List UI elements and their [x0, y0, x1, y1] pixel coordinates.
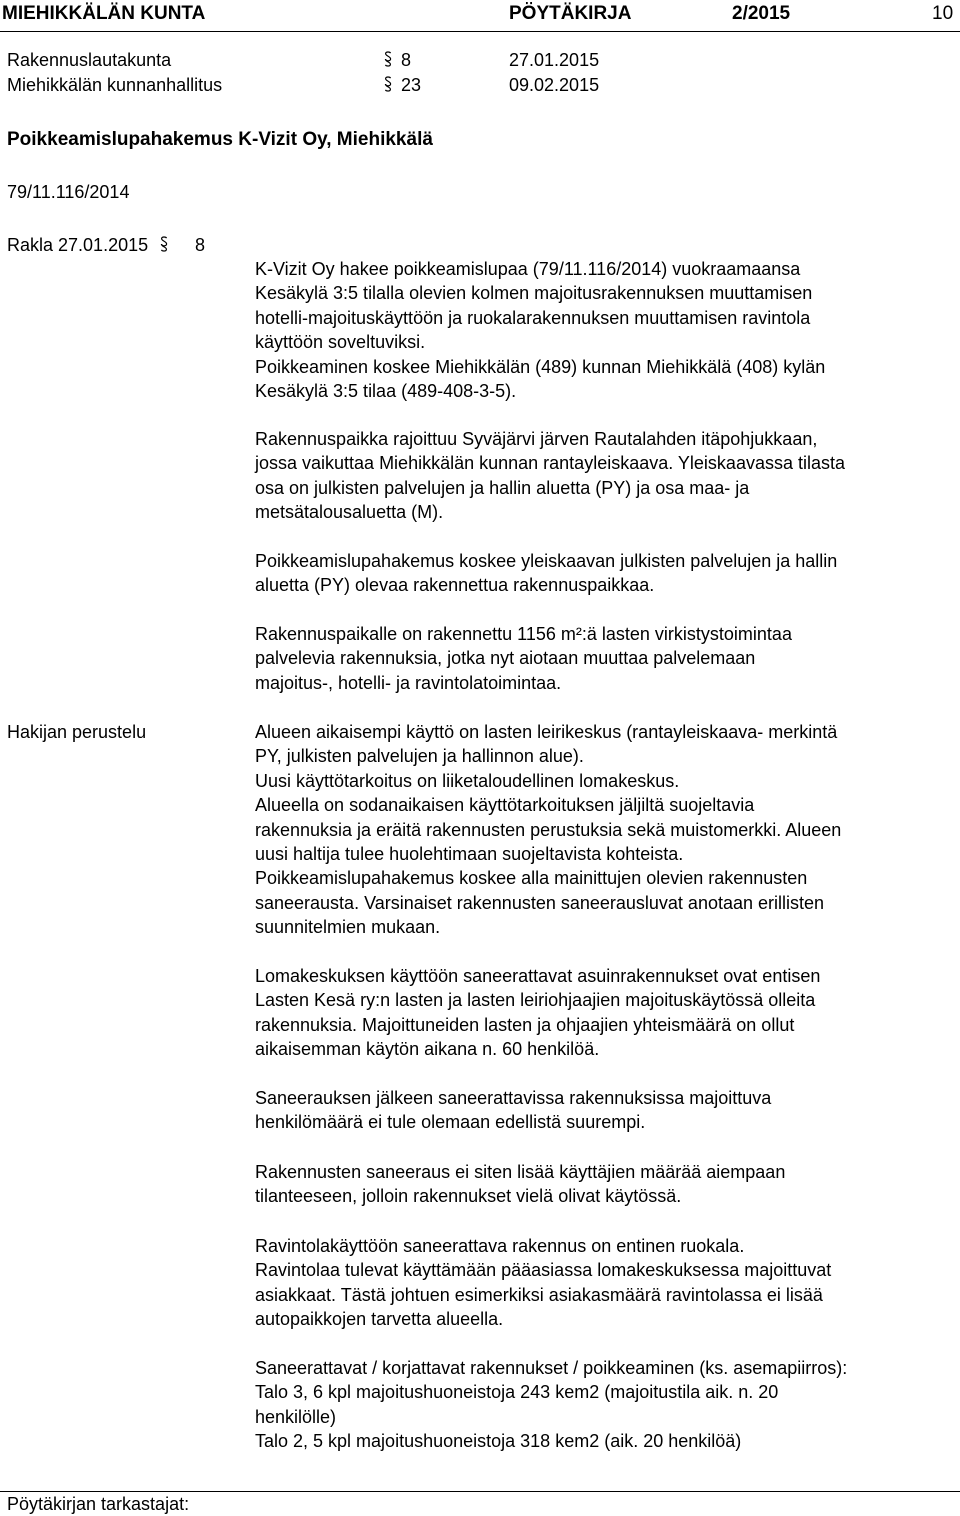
text-line: Lasten Kesä ry:n lasten ja lasten leiriohjaajien majoituskäytössä olleita — [255, 990, 816, 1011]
justification-paragraph — [255, 1160, 960, 1209]
section-sign-icon — [380, 72, 393, 96]
text-line: saneerausta. Varsinaiset rakennusten saneerausluvat anotaan erillisten — [255, 892, 825, 913]
text-line: aluetta (PY) olevaa rakennettua rakennuspaikkaa. — [255, 575, 655, 596]
description-paragraph — [255, 622, 960, 695]
text-line: Talo 3, 6 kpl majoitushuoneistoja 243 kem2 (majoitustila aik. n. 20 — [255, 1382, 779, 1403]
text-line: K-Vizit Oy hakee poikkeamislupaa (79/11.116/2014) vuokraamaansa — [255, 259, 801, 279]
description-paragraph — [255, 257, 960, 403]
header-rule — [0, 31, 960, 32]
meeting-body: Rakennuslautakunta — [7, 50, 172, 70]
text-line: Poikkeamislupahakemus koskee yleiskaavan julkisten palvelujen ja hallin — [255, 551, 838, 571]
text-line: henkilölle) — [255, 1406, 337, 1427]
text-line: Lomakeskuksen käyttöön saneerattavat asuinrakennukset ovat entisen — [255, 966, 821, 986]
text-line: rakennuksia. Majoittuneiden lasten ja ohjaajien yhteismäärä on ollut — [255, 1014, 795, 1035]
text-line: Talo 2, 5 kpl majoitushuoneistoja 318 kem2 (aik. 20 henkilöä) — [255, 1431, 742, 1452]
text-line: Poikkeamislupahakemus koskee alla mainittujen olevien rakennusten — [255, 868, 808, 889]
text-line: uusi haltija tulee huolehtimaan suojeltavista kohteista. — [255, 843, 684, 864]
text-line: autopaikkojen tarvetta alueella. — [255, 1309, 504, 1330]
text-line: PY, julkisten palvelujen ja hallinnon alue). — [255, 746, 584, 767]
justification-paragraph — [255, 720, 960, 940]
text-line: hotelli-majoituskäyttöön ja ruokalarakennuksen muuttamisen ravintola — [255, 307, 811, 328]
text-line: palvelevia rakennuksia, jotka nyt aiotaan muuttaa palvelemaan — [255, 648, 756, 669]
text-line: tilanteeseen, jolloin rakennukset vielä olivat käytössä. — [255, 1186, 682, 1207]
text-line: osa on julkisten palvelujen ja hallin aluetta (PY) ja osa maa- ja — [255, 477, 750, 498]
text-line: asiakkaat. Tästä johtuen esimerkiksi asiakasmäärä ravintolassa ei lisää — [255, 1284, 823, 1305]
document-number: 2/2015 — [732, 3, 791, 24]
footer-label: Pöytäkirjan tarkastajat: — [7, 1494, 190, 1514]
text-line: metsätalousaluetta (M). — [255, 502, 444, 523]
text-line: Kesäkylä 3:5 tilalla olevien kolmen majoitusrakennuksen muuttamisen — [255, 283, 813, 304]
text-line: aikaisemman käytön aikana n. 60 henkilöä. — [255, 1039, 600, 1060]
text-line: Poikkeaminen koskee Miehikkälän (489) kunnan Miehikkälä (408) kylän — [255, 356, 826, 377]
description-paragraph — [255, 549, 960, 598]
text-line: jossa vaikuttaa Miehikkälän kunnan rantayleiskaava. Yleiskaavassa tilasta — [255, 453, 845, 474]
text-line: Alueella on sodanaikaisen käyttötarkoituksen jäljiltä suojeltavia — [255, 795, 755, 816]
meeting-body: Miehikkälän kunnanhallitus — [7, 75, 223, 95]
justification-paragraph — [255, 964, 960, 1062]
text-line: suunnitelmien mukaan. — [255, 917, 441, 938]
text-line: Ravintolaa tulevat käyttämään pääasiassa lomakeskuksessa majoittuvat — [255, 1260, 832, 1281]
text-line: Saneerauksen jälkeen saneerattavissa rakennuksissa majoittuva — [255, 1088, 772, 1108]
text-line: Uusi käyttötarkoitus on liiketaloudellinen lomakeskus. — [255, 770, 680, 791]
justification-paragraph — [255, 1234, 960, 1332]
text-line: Rakennuspaikalle on rakennettu 1156 m²:ä lasten virkistystoimintaa — [255, 624, 792, 644]
text-line: Kesäkylä 3:5 tilaa (489-408-3-5). — [255, 380, 517, 401]
document-type: PÖYTÄKIRJA — [509, 3, 632, 24]
meeting-section: 8 — [401, 50, 412, 70]
text-line: Rakennuspaikka rajoittuu Syväjärvi järven Rautalahden itäpohjukkaan, — [255, 429, 818, 449]
text-line: Alueen aikaisempi käyttö on lasten leirikeskus (rantayleiskaava- merkintä — [255, 722, 838, 742]
meeting-section: 23 — [401, 75, 422, 95]
justification-paragraph — [255, 1356, 960, 1454]
page-header — [0, 0, 960, 30]
text-line: rakennuksia ja eräitä rakennusten perustuksia sekä muistomerkki. Alueen — [255, 819, 842, 840]
meeting-date: 27.01.2015 — [509, 50, 600, 70]
section-sign-icon — [156, 232, 169, 256]
meeting-date: 09.02.2015 — [509, 75, 600, 95]
municipality-name: MIEHIKKÄLÄN KUNTA — [2, 3, 206, 24]
justification-paragraph — [255, 1086, 960, 1135]
text-line: majoitus-, hotelli- ja ravintolatoimintaa. — [255, 672, 562, 693]
text-line: Saneerattavat / korjattavat rakennukset / poikkeaminen (ks. asemapiirros): — [255, 1358, 848, 1378]
text-line: henkilömäärä ei tule olemaan edellistä suurempi. — [255, 1112, 646, 1133]
section-sign-icon — [380, 47, 393, 71]
description-paragraph — [255, 427, 960, 525]
case-number: 79/11.116/2014 — [7, 182, 130, 202]
rakla-section: 8 — [195, 235, 206, 255]
text-line: Ravintolakäyttöön saneerattava rakennus on entinen ruokala. — [255, 1236, 745, 1256]
text-line: Rakennusten saneeraus ei siten lisää käyttäjien määrää aiempaan — [255, 1162, 786, 1182]
justification-label: Hakijan perustelu — [7, 722, 147, 742]
item-title: Poikkeamislupahakemus K-Vizit Oy, Miehikkälä — [7, 129, 433, 150]
page-number: 10 — [932, 3, 954, 24]
rakla-date: Rakla 27.01.2015 — [7, 235, 149, 255]
text-line: käyttöön soveltuviksi. — [255, 332, 426, 353]
